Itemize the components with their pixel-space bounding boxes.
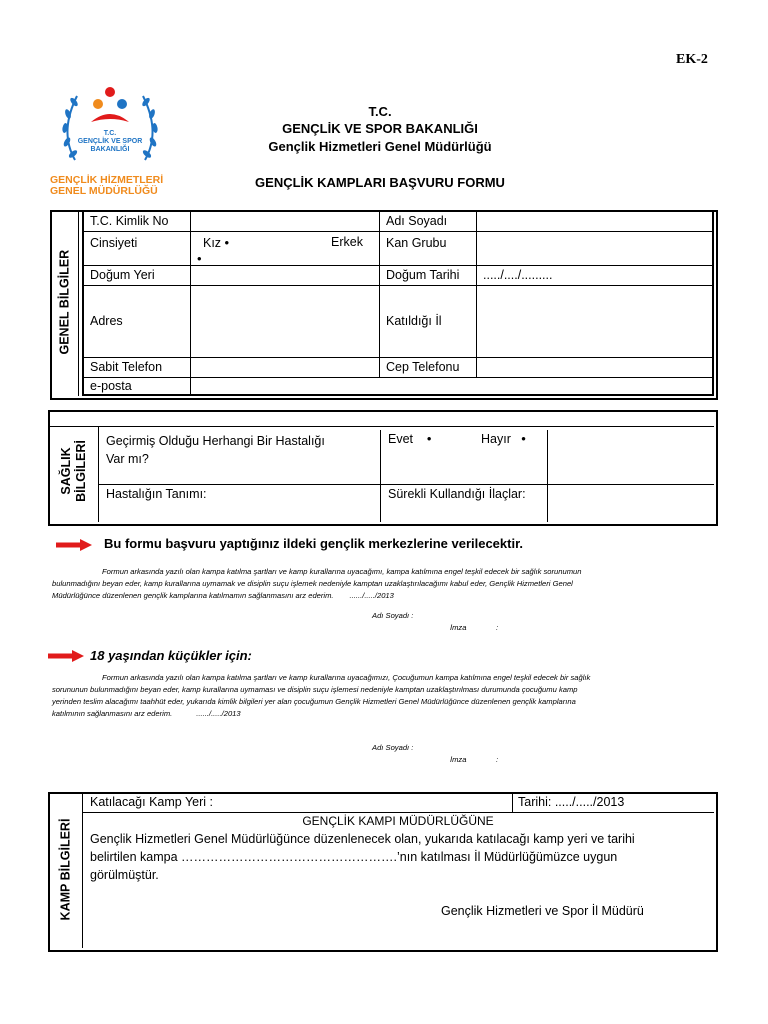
katildigi-il-label: Katıldığı İl: [380, 285, 477, 357]
adres-label: Adres: [83, 285, 191, 357]
arrow-right-icon: [48, 650, 84, 662]
declaration-adult: Formun arkasında yazılı olan kampa katılma şartları ve kamp kurallarına uyacağımı, kampa katılmına engel teşkil edecek bir sağlık sorunumun bulunmadığını beyan eder, kamp kurallarına uymamak ve disiplin suçu işlemek nedeniyle kamptan uzaklaştırılacağımı kabul eder, Gençlik Hizmetleri Genel Müdürlüğünce düzenlenen gençlik kamplarına katılmamın sağlanmasını arz ederim. ....../...../2013: [52, 567, 582, 600]
laurel-wreath-icon: [55, 82, 165, 174]
adult-sign-colon: :: [496, 623, 499, 632]
saglik-vline2: [547, 430, 548, 522]
saglik-hline: [98, 484, 714, 485]
saglik-section-label: SAĞLIK BİLGİLERİ: [59, 440, 88, 502]
ilaclar-label: Sürekli Kullandığı İlaçlar:: [388, 487, 526, 501]
cinsiyet-options[interactable]: [191, 231, 380, 265]
saglik-grid: [98, 430, 714, 522]
radio-dot-icon: •: [521, 431, 526, 446]
declaration-minor: Formun arkasında yazılı olan kampa katılma şartları ve kamp kurallarına uyacağımızı, Çocuğumun kampa katılmına engel teşkil edecek bir sağlık sorununun bulunmadığını beyan eder, kamp kurallarına uymaması ve disiplin suçu işlemesi nedeniyle kamptan uzaklaştırılması durumunda çocuğumu kamp yerinden teslim alacağımı taahhüt eder, yukarıda kimlik bilgileri yer alan çocuğumun Gençlik Hizmetleri Genel Müdürlüğünce düzenlenen gençlik kamplarına katılmının sağlanmasını arz ederim. ....../...../2013: [52, 673, 591, 718]
katildigi-il-input[interactable]: [477, 285, 714, 357]
genel-section-label: GENEL BİLGİLER: [57, 249, 72, 355]
adres-input[interactable]: [191, 285, 380, 357]
kamp-signature: Gençlik Hizmetleri ve Spor İl Müdürü: [441, 904, 644, 918]
kiz-option[interactable]: Kız •: [203, 234, 230, 250]
minor-section-title: 18 yaşından küçükler için:: [90, 648, 252, 663]
adult-name-label: Adı Soyadı :: [372, 611, 414, 620]
kamp-approval-text: Gençlik Hizmetleri Genel Müdürlüğünce düzenlenecek olan, yukarıda katılacağı kamp yeri ve tarihi belirtilen kampa …………………………………………….’nın katılması İl Müdürlüğümüzce uygun görülmüştür.: [90, 832, 635, 882]
minor-sign-label: İmza: [450, 755, 467, 764]
saglik-top-strip: [50, 426, 714, 427]
tc-label: T.C. Kimlik No: [83, 211, 191, 231]
header-directorate: Gençlik Hizmetleri Genel Müdürlüğü: [268, 139, 492, 154]
header-ministry: GENÇLİK VE SPOR BAKANLIĞI: [282, 121, 478, 136]
eposta-input[interactable]: [191, 377, 714, 395]
sabit-tel-input[interactable]: [191, 357, 380, 377]
form-title: GENÇLİK KAMPLARI BAŞVURU FORMU: [255, 175, 505, 190]
dogum-tarihi-label: Doğum Tarihi: [380, 265, 477, 285]
evet-option[interactable]: Evet •: [388, 431, 432, 446]
hayir-option[interactable]: Hayır •: [481, 431, 526, 446]
tc-input[interactable]: [191, 211, 380, 231]
radio-dot-icon: •: [426, 431, 432, 446]
dogum-tarihi-input[interactable]: ...../..../.........: [477, 265, 714, 285]
eposta-label: e-posta: [83, 377, 191, 395]
adult-sign-label: İmza: [450, 623, 467, 632]
form-code: EK-2: [676, 52, 708, 67]
saglik-vline: [380, 430, 381, 522]
kan-input[interactable]: [477, 231, 714, 265]
cep-tel-input[interactable]: [477, 357, 714, 377]
cinsiyet-label: Cinsiyeti: [83, 231, 191, 265]
hastalik-question: Geçirmiş Olduğu Herhangi Bir Hastalığı Var mı?: [106, 434, 325, 466]
kamp-tarih-label[interactable]: Tarihi: ...../...../2013: [518, 795, 625, 809]
kan-label: Kan Grubu: [380, 231, 477, 265]
header-tc: T.C.: [368, 104, 392, 119]
minor-sign-colon: :: [496, 755, 499, 764]
submission-notice: Bu formu başvuru yaptığınız ildeki gençlik merkezlerine verilecektir.: [104, 536, 524, 551]
logo-seal-text: T.C. GENÇLİK VE SPOR BAKANLIĞI: [77, 130, 143, 153]
cep-tel-label: Cep Telefonu: [380, 357, 477, 377]
kamp-top-row: [82, 794, 714, 813]
ministry-logo: [55, 82, 165, 174]
logo-caption: GENÇLİK HİZMETLERİ GENEL MÜDÜRLÜĞÜ: [50, 174, 164, 197]
erkek-option[interactable]: Erkek: [331, 234, 363, 249]
sabit-tel-label: Sabit Telefon: [83, 357, 191, 377]
kamp-top-vline: [512, 794, 513, 812]
kamp-mudurluk-title: GENÇLİK KAMPI MÜDÜRLÜĞÜNE: [302, 814, 494, 828]
dogum-yeri-input[interactable]: [191, 265, 380, 285]
dogum-yeri-label: Doğum Yeri: [83, 265, 191, 285]
radio-dot-icon: •: [197, 250, 202, 266]
arrow-right-icon: [56, 539, 92, 551]
hastalik-tanimi-label: Hastalığın Tanımı:: [106, 487, 207, 501]
genel-table: [82, 210, 714, 396]
ad-input[interactable]: [477, 211, 714, 231]
kamp-yer-label: Katılacağı Kamp Yeri :: [90, 795, 213, 809]
ad-label: Adı Soyadı: [380, 211, 477, 231]
radio-dot-icon: •: [224, 234, 230, 250]
minor-name-label: Adı Soyadı :: [372, 743, 414, 752]
kamp-section-label: KAMP BİLGİLERİ: [58, 818, 73, 921]
